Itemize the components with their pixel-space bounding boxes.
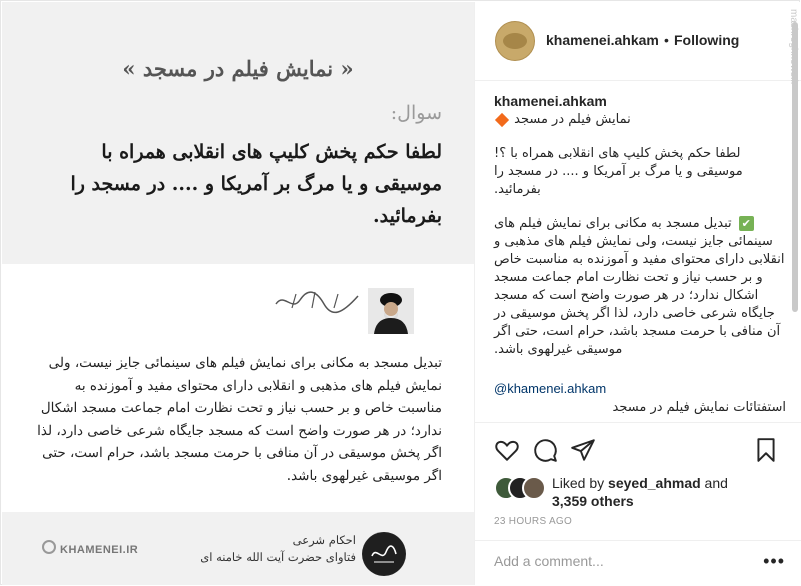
site-mark: KHAMENEI.IR [60,544,139,556]
post-footer [2,512,474,585]
header-username[interactable]: khamenei.ahkam [546,32,659,48]
answer-card [2,264,474,512]
more-options-icon[interactable]: ••• [763,551,785,571]
caption-question: لطفا حکم پخش کلیپ های انقلابی همراه با ؟! موسیقی و یا مرگ بر آمریکا و .... در مسجد را بفرمائید. [494,146,743,197]
check-icon: ✔ [739,216,754,231]
caption-title: نمایش فیلم در مسجد [514,112,631,127]
question-label: سوال: [390,102,442,124]
footer-caption [200,532,356,566]
question-text: لطفا حکم پخش کلیپ های انقلابی همراه با موسیقی و یا مرگ بر آمریکا و .... در مسجد را بفرمائید. [70,141,442,227]
caption-area [494,93,786,421]
likes-count[interactable]: 3,359 others [552,493,634,509]
liker-avatar[interactable] [522,476,546,500]
answer-text: تبدیل مسجد به مکانی برای نمایش فیلم های سینمائی جایز نیست، ولی نمایش فیلم های مذهبی و انقلابی دارای محتوای مفید و آموزنده به مناسبت خاص و بر حسب نیاز و تحت نظارت امام جماعت مسجد اشکال ندارد؛ در هر صورت واضح است که مسجد جایگاه شرعی خاصی دارد، لذا اگر پخش موسیقی در آن منافی با حرمت مسجد باشد، حرام است، حتی اگر موسیقی غیرلهوی باشد. [37,355,442,484]
comment-bar [475,540,801,586]
caption-answer: تبدیل مسجد به مکانی برای نمایش فیلم های سینمائی جایز نیست، ولی نمایش فیلم های مذهبی و انقلابی دارای محتوای مفید و آموزنده به مناسبت خاص و بر حسب نیاز و تحت نظارت امام جماعت مسجد اشکال ندارد؛ در هر صورت واضح است که مسجد جایگاه شرعی خاصی دارد، لذا اگر پخش موسیقی در آن منافی با حرمت مسجد باشد، حرام است، حتی اگر موسیقی غیرلهوی باشد. [494,216,785,357]
question-card [2,2,474,264]
comment-input[interactable]: Add a comment... [494,553,604,569]
cleric-portrait [368,288,414,334]
post-image[interactable] [2,2,474,585]
likes-row [494,472,794,512]
follow-status-button[interactable]: Following [674,32,740,48]
bookmark-icon[interactable] [753,437,779,463]
likes-middle: and [700,475,728,491]
footer-title: احکام شرعی [292,533,356,547]
share-icon[interactable] [570,437,596,463]
comment-icon[interactable] [532,437,558,463]
caption-username[interactable]: khamenei.ahkam [494,93,607,109]
header-separator: • [664,32,669,48]
bismillah-calligraphy [272,286,362,316]
caption-answer-row [494,215,786,359]
likes-prefix: Liked by [552,475,609,491]
action-bar [475,422,801,473]
emblem-icon [42,540,56,554]
caption-mention[interactable]: @khamenei.ahkam [494,381,607,396]
heart-icon[interactable] [494,437,520,463]
site-watermark: mashreghnews.ir [788,9,799,86]
ahkam-logo [362,532,406,576]
caption-title-row [494,111,786,129]
post-timestamp[interactable]: 23 HOURS AGO [494,516,573,527]
post-details [474,2,800,585]
caption-partial-line: استفتائات نمایش فیلم در مسجد [612,400,786,415]
diamond-icon [495,112,509,126]
account-avatar[interactable] [495,21,535,61]
liker-username[interactable]: seyed_ahmad [608,475,701,491]
footer-subtitle: فتاوای حضرت آیت الله خامنه ای [200,550,356,564]
post-header [475,2,801,81]
film-title: « نمایش فیلم در مسجد » [122,56,354,81]
likes-text [552,474,728,510]
